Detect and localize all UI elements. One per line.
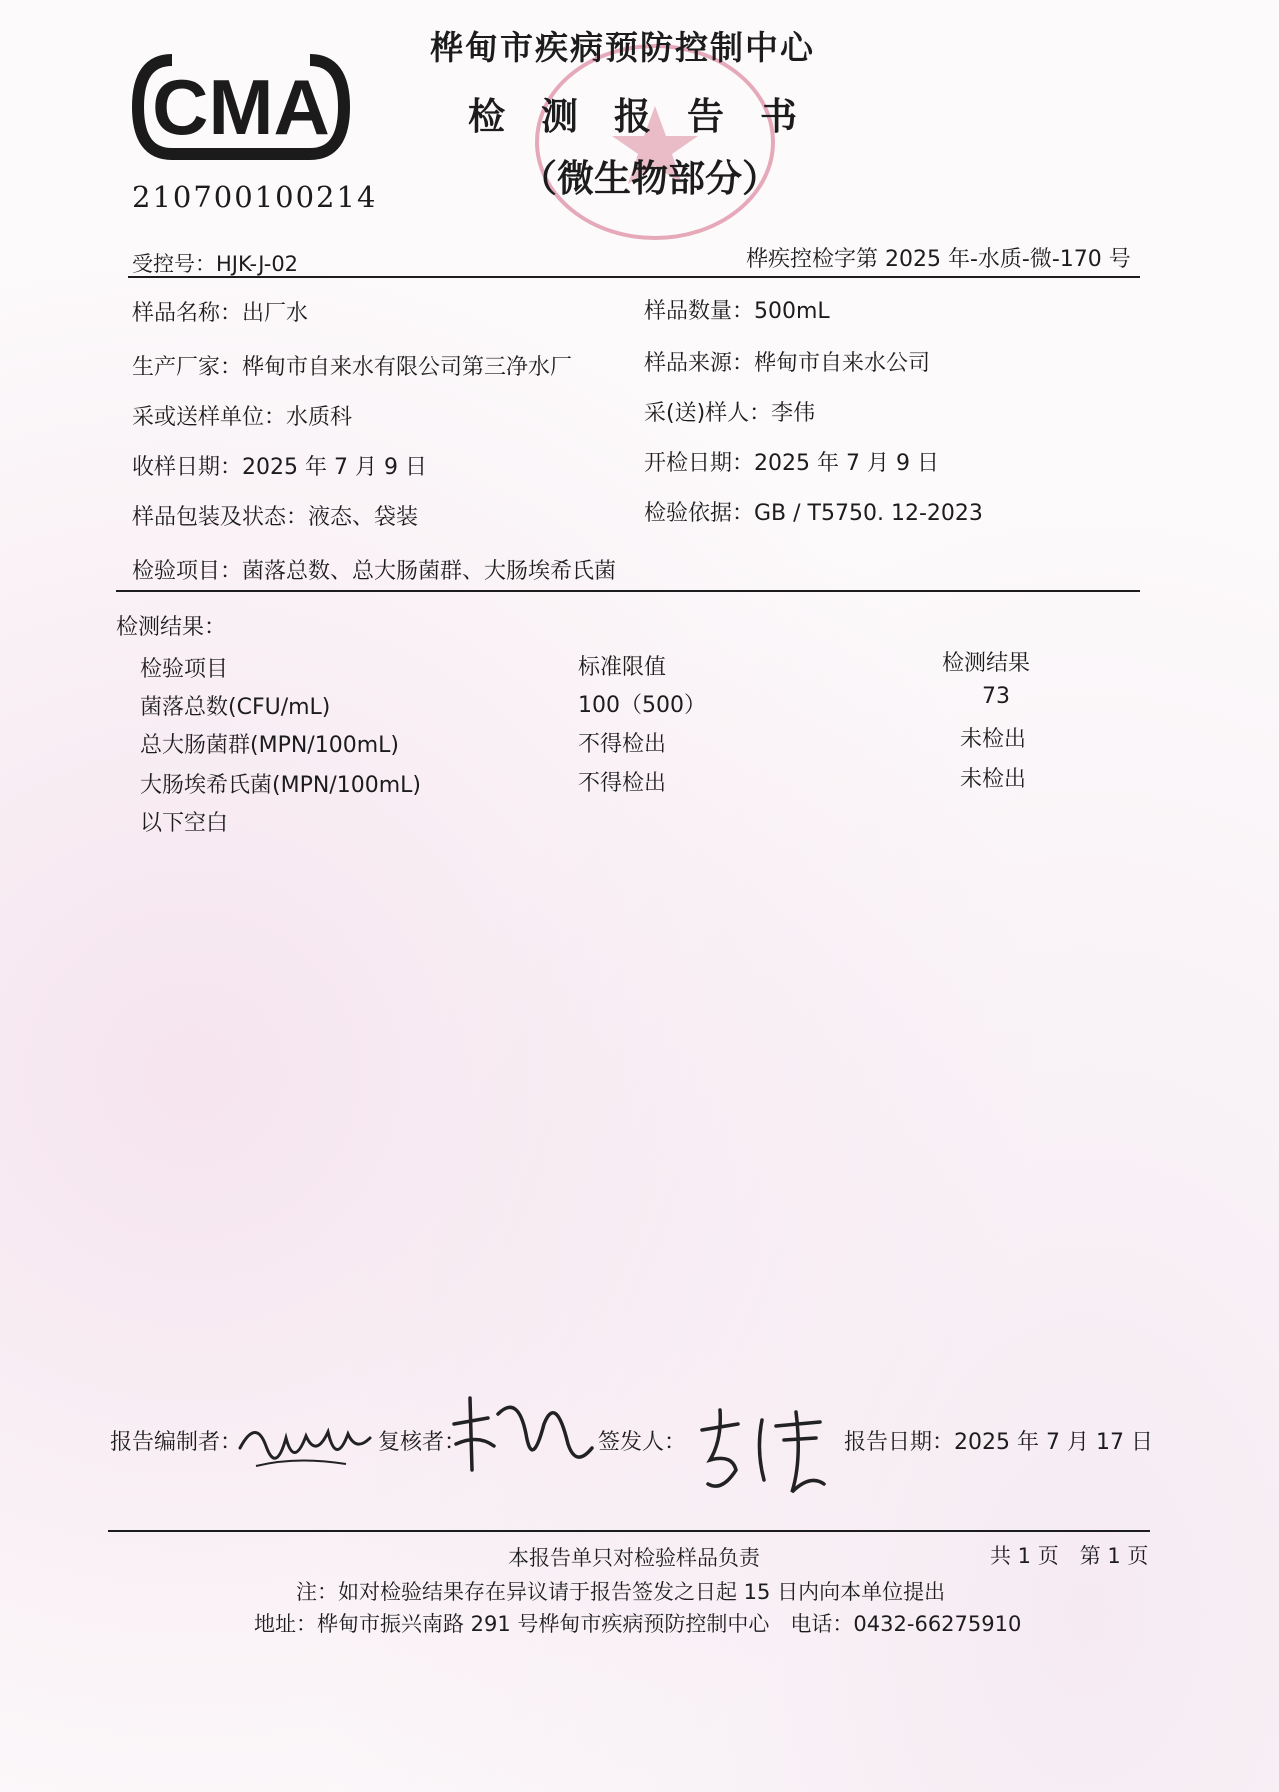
report-date: 报告日期：2025 年 7 月 17 日 — [844, 1430, 1153, 1455]
info-divider — [116, 590, 1140, 592]
row-2-result: 未检出 — [960, 727, 1027, 752]
document-number: 桦疾控检字第 2025 年-水质-微-170 号 — [746, 247, 1131, 272]
row-2-limit: 不得检出 — [578, 732, 667, 757]
report-title: 检测报告书 — [468, 95, 833, 138]
cma-number: 210700100214 — [132, 180, 378, 214]
sample-name: 样品名称：出厂水 — [132, 301, 309, 326]
packaging-status: 样品包装及状态：液态、袋装 — [132, 505, 419, 530]
sample-quantity: 样品数量：500mL — [644, 299, 830, 324]
row-1-result: 73 — [982, 684, 1010, 709]
page-count: 共 1 页 第 1 页 — [990, 1544, 1149, 1568]
responsibility-note: 本报告单只对检验样品负责 — [508, 1546, 760, 1570]
end-note: 以下空白 — [140, 811, 229, 836]
test-items: 检验项目：菌落总数、总大肠菌群、大肠埃希氏菌 — [132, 559, 617, 584]
issuer-signature — [692, 1400, 832, 1500]
row-2-item: 总大肠菌群(MPN/100mL) — [140, 733, 399, 758]
col-header-result: 检测结果 — [942, 651, 1031, 676]
control-number: 受控号：HJK-J-02 — [132, 252, 299, 276]
compiler-label: 报告编制者： — [110, 1430, 243, 1455]
address-contact: 地址：桦甸市振兴南路 291 号桦甸市疾病预防控制中心 电话：0432-66275910 — [254, 1612, 1022, 1636]
compiler-signature — [236, 1408, 376, 1478]
objection-note: 注：如对检验结果存在异议请于报告签发之日起 15 日内向本单位提出 — [296, 1580, 946, 1604]
sampling-unit: 采或送样单位：水质科 — [132, 405, 353, 430]
test-date: 开检日期：2025 年 7 月 9 日 — [644, 451, 939, 476]
header-divider — [128, 276, 1140, 278]
issuer-label: 签发人： — [598, 1430, 687, 1455]
org-name: 桦甸市疾病预防控制中心 — [430, 28, 815, 67]
received-date: 收样日期：2025 年 7 月 9 日 — [132, 455, 427, 480]
row-3-limit: 不得检出 — [578, 771, 667, 796]
row-3-item: 大肠埃希氏菌(MPN/100mL) — [140, 773, 421, 798]
col-header-item: 检验项目 — [140, 657, 229, 682]
report-subtitle: （微生物部分） — [520, 157, 779, 200]
cma-logo-text: CMA — [152, 63, 330, 151]
cma-logo — [132, 52, 350, 162]
sampler: 采(送)样人：李伟 — [644, 401, 816, 426]
sample-source: 样品来源：桦甸市自来水公司 — [644, 351, 931, 376]
col-header-limit: 标准限值 — [578, 655, 667, 680]
test-basis: 检验依据：GB / T5750. 12-2023 — [644, 501, 983, 526]
row-1-limit: 100（500） — [578, 693, 706, 718]
results-heading: 检测结果： — [116, 615, 227, 640]
row-1-item: 菌落总数(CFU/mL) — [140, 695, 331, 720]
reviewer-signature — [448, 1384, 598, 1484]
row-3-result: 未检出 — [960, 767, 1027, 792]
manufacturer: 生产厂家：桦甸市自来水有限公司第三净水厂 — [132, 355, 573, 380]
footer-divider — [108, 1530, 1150, 1532]
official-stamp — [520, 44, 790, 244]
reviewer-label: 复核者： — [378, 1430, 467, 1455]
